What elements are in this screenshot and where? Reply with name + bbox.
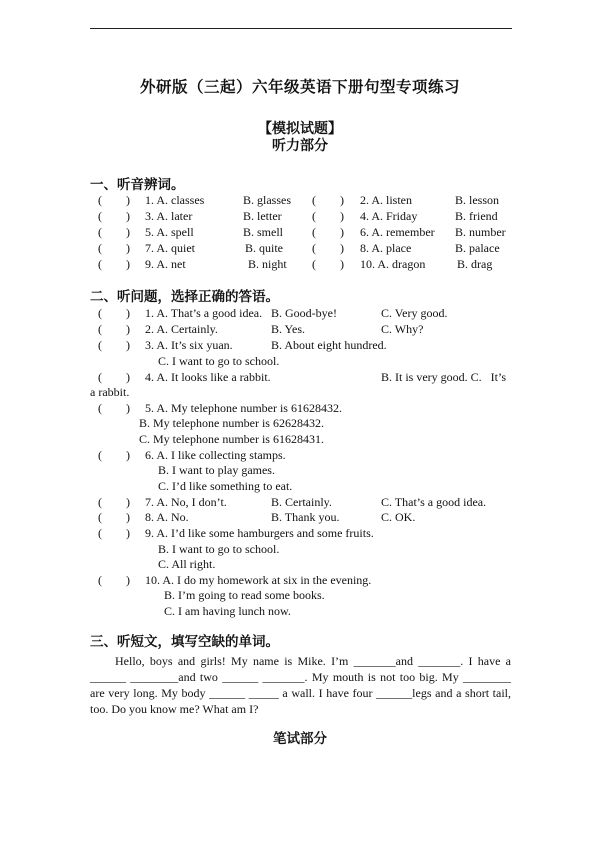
- option-b: B. night: [248, 257, 287, 271]
- option-a: 7. A. quiet: [145, 241, 195, 255]
- option-a: 2. A. listen: [360, 193, 413, 207]
- answer-paren: ( ): [98, 257, 130, 271]
- q8-option-b: B. Thank you.: [271, 510, 340, 524]
- option-b: B. number: [455, 225, 506, 239]
- answer-paren: ( ): [98, 495, 130, 509]
- q4-option-a: 4. A. It looks like a rabbit.: [145, 370, 271, 384]
- option-a: 8. A. place: [360, 241, 412, 255]
- q2-option-b: B. Yes.: [271, 322, 306, 336]
- q8-option-a: 8. A. No.: [145, 510, 189, 524]
- listening-part-heading: 听力部分: [272, 139, 328, 154]
- answer-paren: ( ): [98, 322, 130, 336]
- q5-option-a: 5. A. My telephone number is 61628432.: [145, 401, 342, 415]
- q1-option-a: 1. A. That’s a good idea.: [145, 306, 263, 320]
- answer-paren: ( ): [98, 338, 130, 352]
- q7-option-a: 7. A. No, I don’t.: [145, 495, 227, 509]
- option-b: B. glasses: [243, 193, 291, 207]
- answer-paren: ( ): [98, 225, 130, 239]
- written-part-heading: 笔试部分: [273, 731, 327, 746]
- option-b: B. drag: [457, 257, 493, 271]
- option-a: 9. A. net: [145, 257, 186, 271]
- option-b: B. lesson: [455, 193, 500, 207]
- answer-paren: ( ): [98, 448, 130, 462]
- q3-option-c: C. I want to go to school.: [158, 354, 280, 368]
- q4-option-b: B. It is very good. C. It’s: [381, 370, 506, 384]
- q3-option-b: B. About eight hundred.: [271, 338, 387, 352]
- option-b: B. smell: [243, 225, 284, 239]
- answer-paren: ( ): [312, 193, 344, 207]
- option-a: 5. A. spell: [145, 225, 194, 239]
- q5-option-b: B. My telephone number is 62628432.: [139, 416, 324, 430]
- q10-option-b: B. I’m going to read some books.: [164, 588, 325, 602]
- option-b: B. friend: [455, 209, 498, 223]
- q10-option-c: C. I am having lunch now.: [164, 604, 291, 618]
- q7-option-c: C. That’s a good idea.: [381, 495, 487, 509]
- page-title: 外研版（三起）六年级英语下册句型专项练习: [139, 79, 460, 96]
- answer-paren: ( ): [98, 241, 130, 255]
- passage-text: Hello, boys and girls! My name is Mike. I’m _______and _______. I have a ______ ________and two ______ _______. My mouth is not too big. My ________ are very long. My body ______ _____ a wall. I have four ______legs and a short tail, too. Do you know me? What am I?: [90, 654, 511, 716]
- answer-paren: ( ): [98, 306, 130, 320]
- q10-option-a: 10. A. I do my homework at six in the evening.: [145, 573, 372, 587]
- answer-paren: ( ): [98, 573, 130, 587]
- q1-option-b: B. Good-bye!: [271, 306, 337, 320]
- option-a: 3. A. later: [145, 209, 193, 223]
- q9-option-a: 9. A. I’d like some hamburgers and some fruits.: [145, 526, 374, 540]
- q1-option-c: C. Very good.: [381, 306, 448, 320]
- option-b: B. quite: [245, 241, 283, 255]
- answer-paren: ( ): [312, 241, 344, 255]
- section2-heading: 二、听问题，选择正确的答语。: [90, 289, 279, 304]
- answer-paren: ( ): [312, 209, 344, 223]
- q9-option-b: B. I want to go to school.: [158, 542, 280, 556]
- option-b: B. palace: [455, 241, 500, 255]
- answer-paren: ( ): [312, 225, 344, 239]
- answer-paren: ( ): [98, 209, 130, 223]
- answer-paren: ( ): [98, 401, 130, 415]
- answer-paren: ( ): [98, 370, 130, 384]
- q6-option-b: B. I want to play games.: [158, 463, 275, 477]
- option-b: B. letter: [243, 209, 282, 223]
- q5-option-c: C. My telephone number is 61628431.: [139, 432, 324, 446]
- option-a: 1. A. classes: [145, 193, 205, 207]
- answer-paren: ( ): [312, 257, 344, 271]
- q8-option-c: C. OK.: [381, 510, 416, 524]
- q3-option-a: 3. A. It’s six yuan.: [145, 338, 233, 352]
- answer-paren: ( ): [98, 193, 130, 207]
- q6-option-c: C. I’d like something to eat.: [158, 479, 293, 493]
- option-a: 10. A. dragon: [360, 257, 426, 271]
- option-a: 6. A. remember: [360, 225, 435, 239]
- q7-option-b: B. Certainly.: [271, 495, 332, 509]
- top-rule: [90, 28, 512, 29]
- answer-paren: ( ): [98, 510, 130, 524]
- q6-option-a: 6. A. I like collecting stamps.: [145, 448, 286, 462]
- option-a: 4. A. Friday: [360, 209, 418, 223]
- q2-option-a: 2. A. Certainly.: [145, 322, 218, 336]
- mock-test-label: 【模拟试题】: [258, 122, 342, 137]
- answer-paren: ( ): [98, 526, 130, 540]
- q9-option-c: C. All right.: [158, 557, 216, 571]
- q4-option-c-continued: a rabbit.: [90, 385, 130, 399]
- q2-option-c: C. Why?: [381, 322, 424, 336]
- section3-heading: 三、听短文，填写空缺的单词。: [90, 634, 279, 649]
- section1-heading: 一、听音辨词。: [90, 177, 185, 192]
